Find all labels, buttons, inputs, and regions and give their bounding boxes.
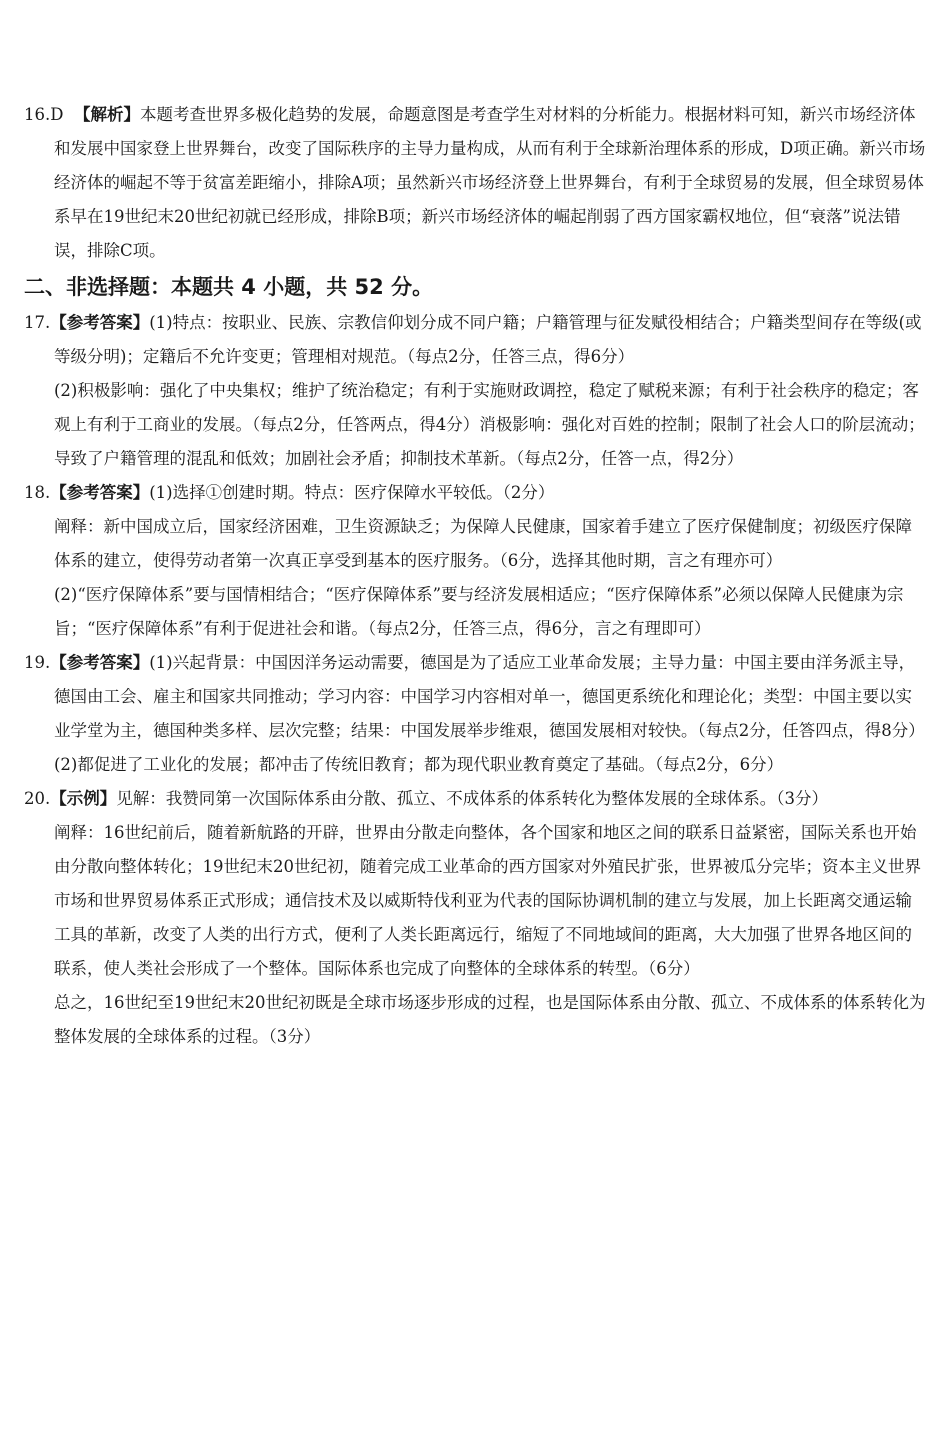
question-20-tag: 【示例】 — [50, 789, 117, 808]
question-18-explanation: 阐释：新中国成立后，国家经济困难，卫生资源缺乏；为保障人民健康，国家着手建立了医疗保健制度；初级医疗保障体系的建立，使得劳动者第一次真正享受到基本的医疗服务。（6分，选择其他时期，言之有理亦可） — [54, 517, 912, 570]
question-16-answer: D — [50, 105, 64, 124]
question-17-part1: (1)特点：按职业、民族、宗教信仰划分成不同户籍；户籍管理与征发赋役相结合；户籍类型间存在等级(或等级分明)；定籍后不允许变更；管理相对规范。（每点2分，任答三点，得6分） — [54, 313, 922, 366]
question-17-lead — [24, 306, 928, 374]
question-16-number: 16. — [24, 105, 51, 124]
question-17-tag: 【参考答案】 — [50, 313, 150, 332]
question-20-explanation: 阐释：16世纪前后，随着新航路的开辟，世界由分散走向整体，各个国家和地区之间的联系日益紧密，国际关系也开始由分散向整体转化；19世纪末20世纪初，随着完成工业革命的西方国家对外殖民扩张，世界被瓜分完毕；资本主义世界市场和世界贸易体系正式形成；通信技术及以威斯特伐利亚为代表的国际协调机制的建立与发展，加上长距离交通运输工具的革新，改变了人类的出行方式，便利了人类长距离远行，缩短了不同地域间的距离，大大加强了世界各地区间的联系，使人类社会形成了一个整体。国际体系也完成了向整体的全球体系的转型。（6分） — [54, 823, 921, 978]
question-20-number: 20. — [24, 789, 51, 808]
question-19-number: 19. — [24, 653, 51, 672]
question-17-number: 17. — [24, 313, 51, 332]
question-16-tag: 【解析】 — [73, 105, 140, 124]
question-16-text: 本题考查世界多极化趋势的发展，命题意图是考查学生对材料的分析能力。根据材料可知，新兴市场经济体和发展中国家登上世界舞台，改变了国际秩序的主导力量构成，从而有利于全球新治理体系的形成，D项正确。新兴市场经济体的崛起不等于贫富差距缩小，排除A项；虽然新兴市场经济登上世界舞台，有利于全球贸易的发展，但全球贸易体系早在19世纪末20世纪初就已经形成，排除B项；新兴市场经济体的崛起削弱了西方国家霸权地位，但“衰落”说法错误，排除C项。 — [54, 105, 926, 260]
question-20-lead — [24, 782, 928, 816]
question-16 — [24, 98, 928, 268]
question-18-tag: 【参考答案】 — [50, 483, 150, 502]
question-17-part2: (2)积极影响：强化了中央集权；维护了统治稳定；有利于实施财政调控，稳定了赋税来源；有利于社会秩序的稳定；客观上有利于工商业的发展。（每点2分，任答两点，得4分）消极影响：强化对百姓的控制；限制了社会人口的阶层流动；导致了户籍管理的混乱和低效；加剧社会矛盾；抑制技术革新。（每点2分，任答一点，得2分） — [54, 381, 925, 468]
question-20-conclusion: 总之，16世纪至19世纪末20世纪初既是全球市场逐步形成的过程，也是国际体系由分散、孤立、不成体系的体系转化为整体发展的全球体系的过程。（3分） — [54, 993, 926, 1046]
question-19-part2: (2)都促进了工业化的发展；都冲击了传统旧教育；都为现代职业教育奠定了基础。（每点2分，6分） — [54, 755, 784, 774]
question-19-lead — [24, 646, 928, 748]
question-18-part1: (1)选择①创建时期。特点：医疗保障水平较低。（2分） — [149, 483, 555, 502]
question-18-lead — [24, 476, 928, 510]
question-19-tag: 【参考答案】 — [50, 653, 150, 672]
question-19 — [24, 646, 928, 782]
question-17 — [24, 306, 928, 476]
question-18 — [24, 476, 928, 646]
section-title: 二、非选择题：本题共 4 小题，共 52 分。 — [24, 275, 434, 299]
question-20 — [24, 782, 928, 1054]
question-18-number: 18. — [24, 483, 51, 502]
question-16-lead — [24, 98, 928, 268]
question-19-part1: (1)兴起背景：中国因洋务运动需要，德国是为了适应工业革命发展；主导力量：中国主要由洋务派主导，德国由工会、雇主和国家共同推动；学习内容：中国学习内容相对单一，德国更系统化和理论化；类型：中国主要以实业学堂为主，德国种类多样、层次完整；结果：中国发展举步维艰，德国发展相对较快。（每点2分，任答四点，得8分） — [54, 653, 925, 740]
answer-page — [24, 98, 928, 1054]
question-20-viewpoint: 见解：我赞同第一次国际体系由分散、孤立、不成体系的体系转化为整体发展的全球体系。（3分） — [116, 789, 828, 808]
question-18-part2: (2)“医疗保障体系”要与国情相结合；“医疗保障体系”要与经济发展相适应；“医疗保障体系”必须以保障人民健康为宗旨；“医疗保障体系”有利于促进社会和谐。（每点2分，任答三点，得6分，言之有理即可） — [54, 585, 904, 638]
